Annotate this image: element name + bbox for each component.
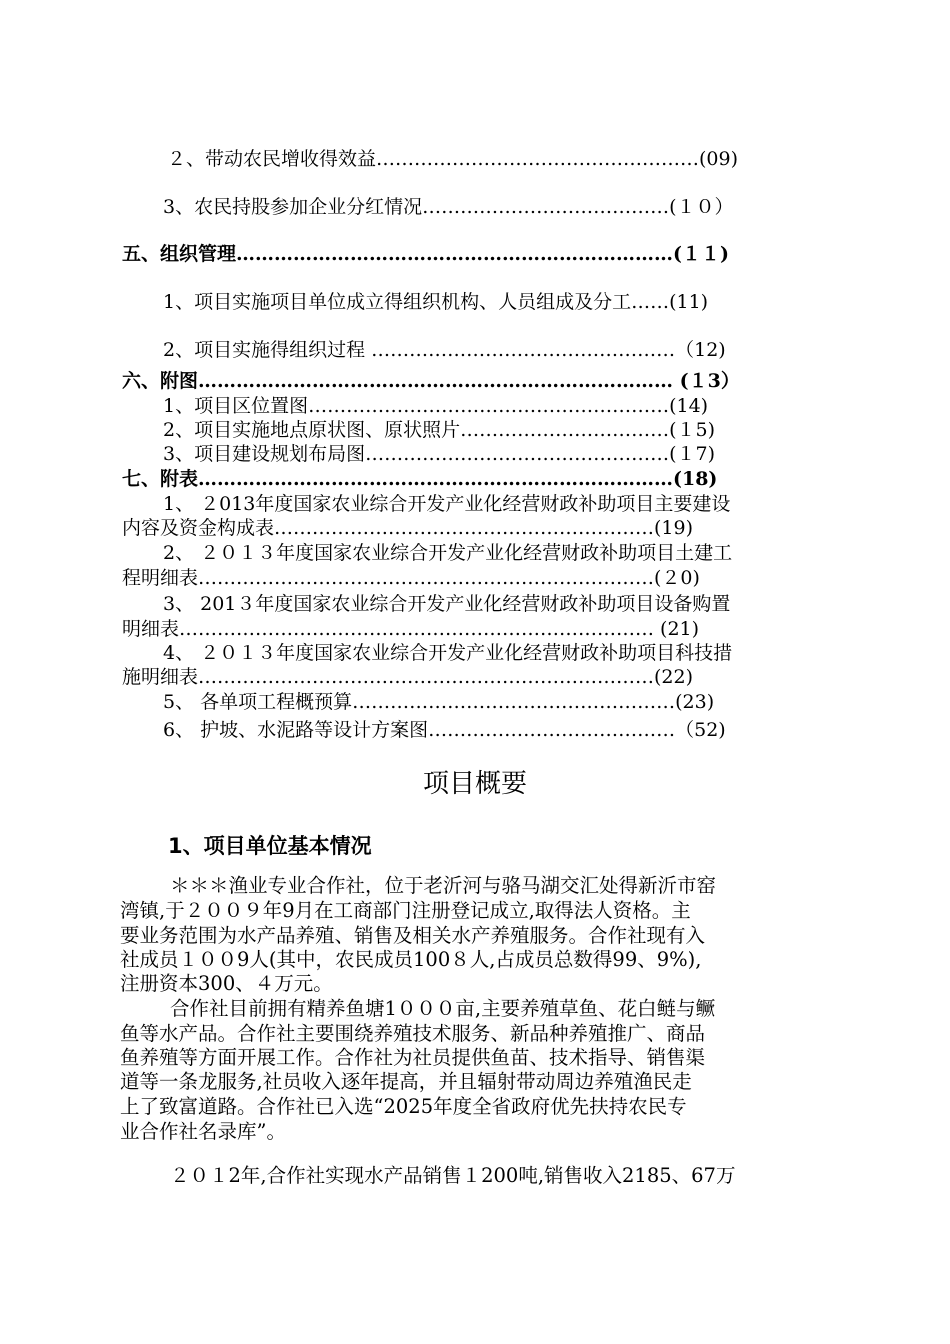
toc-item: 5、 各单项工程概预算……………………………………………(23) xyxy=(163,691,715,713)
toc-item: 1、项目区位置图…………………………………………………(14) xyxy=(163,395,709,417)
toc-item: 1、 ２013年度国家农业综合开发产业化经营财政补助项目主要建设 xyxy=(163,493,731,515)
toc-item: 2、项目实施地点原状图、原状照片……………………………(１5) xyxy=(163,419,716,441)
paragraph-line: 鱼等水产品。合作社主要围绕养殖技术服务、新品种养殖推广、商品 xyxy=(120,1022,706,1045)
paragraph-line: 湾镇,于２００９年9月在工商部门注册登记成立,取得法人资格。主 xyxy=(120,899,691,922)
paragraph-line: 合作社目前拥有精养鱼塘1０００亩,主要养殖草鱼、花白鲢与鳜 xyxy=(170,997,716,1020)
toc-item-continuation: 内容及资金构成表……………………………………………………(19) xyxy=(122,517,694,539)
paragraph-line: 要业务范围为水产品养殖、销售及相关水产养殖服务。合作社现有入 xyxy=(120,924,706,947)
toc-section-heading: 六、附图………………………………………………………………… (１3） xyxy=(122,370,740,392)
toc-item: 2、 ２０１３年度国家农业综合开发产业化经营财政补助项目土建工 xyxy=(163,542,733,564)
toc-section-heading: 五、组织管理……………………………………………………………(１１) xyxy=(122,243,729,265)
toc-item: 4、 ２０１３年度国家农业综合开发产业化经营财政补助项目科技措 xyxy=(163,642,733,664)
paragraph-line: 注册资本300、４万元。 xyxy=(120,972,333,995)
paragraph-line: 上了致富道路。合作社已入选“2025年度全省政府优先扶持农民专 xyxy=(120,1095,687,1118)
toc-item: 6、 护坡、水泥路等设计方案图…………………………………（52) xyxy=(163,719,726,741)
paragraph-line: ＊＊＊渔业专业合作社，位于老沂河与骆马湖交汇处得新沂市窑 xyxy=(170,874,717,897)
toc-item: 3、项目建设规划布局图…………………………………………(１7) xyxy=(163,443,716,465)
section-heading: 1、项目单位基本情况 xyxy=(168,834,372,858)
toc-item-continuation: 明细表………………………………………………………………… (21) xyxy=(122,618,700,640)
page-title: 项目概要 xyxy=(422,769,527,799)
toc-item-continuation: 程明细表………………………………………………………………(２0) xyxy=(122,567,700,589)
toc-item-continuation: 施明细表………………………………………………………………(22) xyxy=(122,666,694,688)
toc-item: 1、项目实施项目单位成立得组织机构、人员组成及分工……(11) xyxy=(163,291,709,313)
paragraph-line: 社成员１００9人(其中，农民成员100８人,占成员总数得99、9%), xyxy=(120,948,702,971)
toc-item: 3、 201３年度国家农业综合开发产业化经营财政补助项目设备购置 xyxy=(163,593,731,615)
toc-item: 3、农民持股参加企业分红情况…………………………………(１０） xyxy=(163,196,734,218)
toc-item: 2、项目实施得组织过程 …………………………………………（12) xyxy=(163,339,726,361)
toc-section-heading: 七、附表…………………………………………………………………(18) xyxy=(122,468,718,490)
paragraph-line: ２０１2年,合作社实现水产品销售１200吨,销售收入2185、67万 xyxy=(170,1164,736,1187)
toc-item: ２、带动农民增收得效益……………………………………………(09) xyxy=(167,148,739,170)
paragraph-line: 道等一条龙服务,社员收入逐年提高，并且辐射带动周边养殖渔民走 xyxy=(120,1070,692,1093)
paragraph-line: 鱼养殖等方面开展工作。合作社为社员提供鱼苗、技术指导、销售渠 xyxy=(120,1046,706,1069)
paragraph-line: 业合作社名录库”。 xyxy=(120,1120,286,1143)
